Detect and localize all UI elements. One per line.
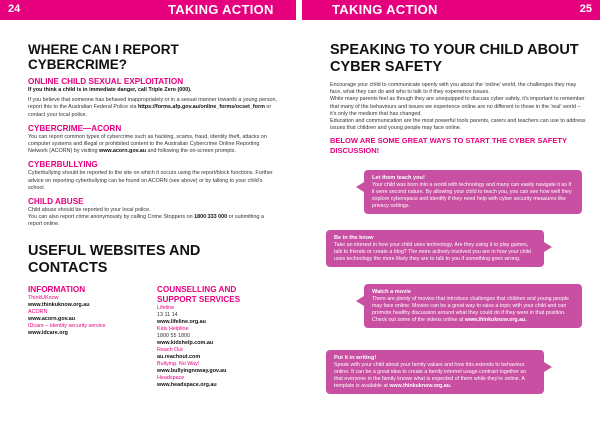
- support-title: COUNSELLING AND SUPPORT SERVICES: [157, 284, 241, 304]
- information-column: [28, 285, 149, 389]
- tip-title: Let them teach you!: [372, 175, 425, 181]
- tip-body: Your child was born into a world with technology and many can easily navigate it as if it were second nature. By allowing your child to teach you, you can see how well they explore cyberspace and identify if they need help with cyber security measures like privacy settings.: [372, 182, 572, 209]
- tip-bubble-writing: [326, 350, 544, 394]
- support-entry: [157, 361, 278, 375]
- intro-paragraph-3: Education and communication are the most powerful tools parents, carers and teachers can use to address issues that children and young people may face online.: [330, 118, 586, 132]
- support-entry-url[interactable]: au.reachout.com: [157, 353, 201, 360]
- cyberbullying-title: CYBERBULLYING: [28, 160, 98, 170]
- support-entry-name: Headspace: [157, 374, 185, 381]
- left-bar-title: TAKING ACTION: [168, 2, 274, 17]
- support-entry: [157, 326, 278, 347]
- exploitation-title: ONLINE CHILD SEXUAL EXPLOITATION: [28, 77, 184, 86]
- tip-body: There are plenty of movies that introduce challenges that children and young people may face online. Movies can be a great way to raise a topic with your child and can promote healthy discussion around what they could do if they were in that position. Check out some of the videos online at www.thinkuknow.org.au.: [372, 296, 569, 323]
- support-entry: [157, 347, 278, 361]
- acorn-link[interactable]: www.acorn.gov.au: [99, 148, 147, 155]
- support-entry-url[interactable]: www.headspace.org.au: [157, 381, 217, 388]
- info-entry-url[interactable]: www.idcare.org: [28, 329, 68, 336]
- acorn-title: CYBERCRIME—ACORN: [28, 123, 122, 133]
- exploitation-body: If you believe that someone has behaved inappropriately or in a sexual manner towards a young person, report this to the Australian Federal Police via https://forms.afp.gov.au/online_forms/ocset_form or contact your local police.: [28, 97, 278, 118]
- info-entry: [28, 295, 149, 309]
- support-entry: [157, 375, 278, 389]
- intro-paragraph-2: While many parents feel as though they are unequipped to discuss cyber safety, it's important to remember that many of the behaviours and issues we experience online are no different to those in the 'real' world – it's only the medium that has changed.: [330, 96, 585, 117]
- support-entry-name: Lifeline: [157, 304, 175, 311]
- afp-form-link[interactable]: https://forms.afp.gov.au/online_forms/ocset_form: [137, 104, 265, 111]
- crime-stoppers-phone[interactable]: 1800 333 000: [194, 214, 228, 221]
- support-entry: [157, 305, 278, 326]
- left-header-bar: [0, 0, 296, 20]
- info-entry: [28, 309, 149, 323]
- support-entry-phone[interactable]: 1800 55 1800: [157, 332, 190, 339]
- cyberbullying-body: Cyberbullying should be reported to the site on which it occurs using the report/block functions. Further advice on reporting cyberbullying can be found on ACORN (see above) or by talking to your child's school.: [28, 170, 273, 191]
- acorn-body: You can report common types of cybercrime such as hacking, scams, fraud, identity theft, attacks on computer systems and illegal or prohibited content to the Australian Cybercrime Online Reporting Network (ACORN) by visiting www.acorn.gov.au and following the on-screen prompts.: [28, 133, 267, 155]
- speaking-heading-line-2: CYBER SAFETY: [330, 59, 442, 75]
- tip-title: Put it in writing!: [334, 355, 377, 361]
- speaking-heading-line-1: SPEAKING TO YOUR CHILD ABOUT: [330, 42, 579, 58]
- support-entry-name: Kids Helpline: [157, 325, 189, 332]
- right-page: [302, 0, 600, 426]
- right-bar-title: TAKING ACTION: [332, 2, 438, 17]
- support-entry-url[interactable]: www.kidshelp.com.au: [157, 339, 214, 346]
- child-abuse-title: CHILD ABUSE: [28, 197, 84, 207]
- right-page-number: 25: [579, 3, 592, 15]
- child-abuse-body-1: Child abuse should be reported to your local police.: [28, 207, 151, 214]
- tip-bubble-movie: [364, 284, 582, 328]
- support-entry-phone[interactable]: 13 11 14: [157, 311, 178, 318]
- right-header-bar: [302, 0, 600, 20]
- support-entry-name: Bullying. No Way!: [157, 360, 200, 367]
- support-entry-url[interactable]: www.lifeline.org.au: [157, 318, 206, 325]
- tip-body: Take an interest in how your child uses technology. Are they using it to play games, talk to friends or create a blog? The more actively involved you are in how your child uses technology the more likely they are to talk to you if something goes wrong.: [334, 242, 531, 262]
- left-content: [28, 42, 278, 389]
- tip-bubble-teach: [364, 170, 582, 214]
- report-cybercrime-heading: WHERE CAN I REPORT CYBERCRIME?: [28, 42, 179, 72]
- info-entry-name: ThinkUKnow: [28, 294, 59, 301]
- tip-bubble-know: [326, 230, 544, 267]
- left-page: [0, 0, 298, 426]
- support-entry-name: Reach Out: [157, 346, 183, 353]
- tip-title: Be in the know: [334, 235, 374, 241]
- useful-websites-heading: USEFUL WEBSITES AND CONTACTS: [28, 242, 201, 276]
- thinkuknow-link[interactable]: www.thinkuknow.org.au.: [389, 383, 452, 389]
- support-column: [157, 285, 278, 389]
- right-content: [330, 42, 588, 156]
- info-entry-name: IDcare – identity security service: [28, 322, 106, 329]
- tip-body: Speak with your child about your family values and how this extends to behaviour online. It can be a great idea to create a family internet usage contract together so that everyone in the family knows what is expected of them while they're online. A template is available at www.thinkuknow.org.au.: [334, 362, 526, 389]
- info-entry-url[interactable]: www.thinkuknow.org.au: [28, 301, 90, 308]
- discussion-callout: BELOW ARE SOME GREAT WAYS TO START THE CYBER SAFETY DISCUSSION!: [330, 136, 567, 156]
- support-entry-url[interactable]: www.bullyingnoway.gov.au: [157, 367, 227, 374]
- information-title: INFORMATION: [28, 284, 86, 294]
- info-entry-name: ACORN: [28, 308, 48, 315]
- tip-title: Watch a movie: [372, 289, 411, 295]
- thinkuknow-link[interactable]: www.thinkuknow.org.au.: [464, 317, 527, 323]
- info-entry: [28, 323, 149, 337]
- child-abuse-body-2: You can also report crime anonymously by calling Crime Stoppers on 1800 333 000 or submitting a report online.: [28, 214, 264, 228]
- contacts-columns: [28, 285, 278, 389]
- exploitation-lead: If you think a child is in immediate danger, call Triple Zero (000).: [28, 87, 192, 93]
- info-entry-url[interactable]: www.acorn.gov.au: [28, 315, 76, 322]
- left-page-number: 24: [8, 3, 21, 15]
- intro-paragraph-1: Encourage your child to communicate openly with you about the 'online' world, the challenges they may face, what they can do and who to talk to if they experience issues.: [330, 82, 577, 96]
